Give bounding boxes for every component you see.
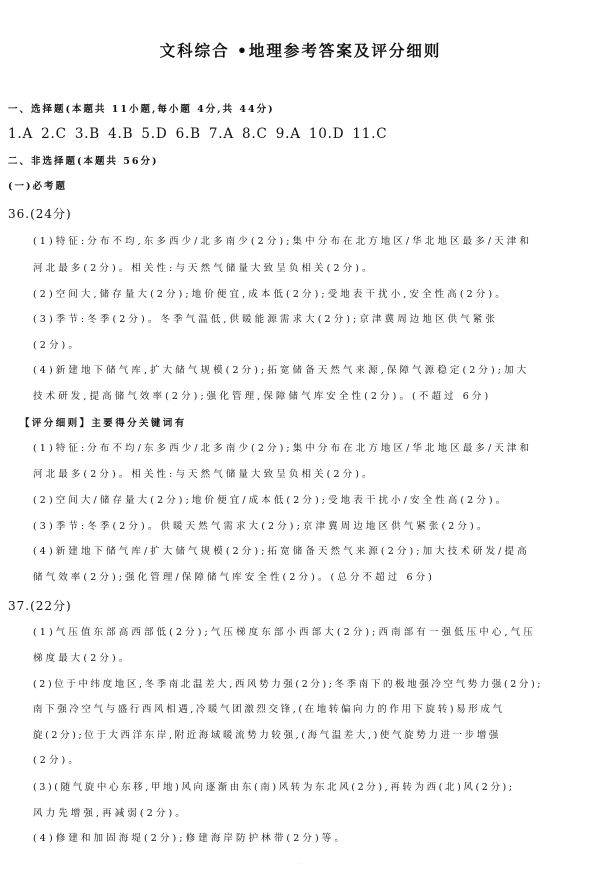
rubric-line: 储气效率(2分);强化管理/保障储气库安全性(2分)。(总分不超过 6分) bbox=[33, 572, 435, 583]
part2-heading: 二、非选择题(本题共 56分) bbox=[8, 156, 159, 167]
q37-answer-line: (2分)。 bbox=[33, 755, 81, 766]
rubric-line: (4)新建地下储气库/扩大储气规模(2分);拓宽储备天然气来源(2分);加大技术研发/提高 bbox=[33, 546, 530, 557]
question-37-header: 37.(22分) bbox=[8, 599, 72, 613]
q36-answer-line: (1)特征:分布不均,东多西少/北多南少(2分);集中分布在北方地区/华北地区最多/天津和 bbox=[33, 236, 532, 247]
q37-answer-line: 风力先增强,再减弱(2分)。 bbox=[33, 808, 188, 819]
q37-answer-line: 南下强冷空气与盛行西风相遇,冷暖气团激烈交锋,(在地转偏向力的作用下旋转)易形成气 bbox=[33, 704, 505, 715]
q36-answer-line: (3)季节:冬季(2分)。冬季气温低,供暖能源需求大(2分);京津冀周边地区供气紧张 bbox=[33, 314, 498, 325]
q37-answer-line: 旋(2分);位于大西洋东岸,附近海域暖流势力较强,(海气温差大,)使气旋势力进一步增强 bbox=[33, 730, 501, 741]
rubric-line: (1)特征:分布不均/东多西少/北多南少(2分);集中分布在北方地区/华北地区最多/天津和 bbox=[33, 443, 533, 454]
required-questions-heading: (一)必考题 bbox=[8, 181, 67, 192]
multiple-choice-answers: 1.A 2.C 3.B 4.B 5.D 6.B 7.A 8.C 9.A 10.D 11.C bbox=[8, 126, 388, 142]
q37-answer-line: (2)位于中纬度地区,冬季南北温差大,西风势力强(2分);冬季南下的极地强冷空气势力强(2分); bbox=[33, 679, 544, 690]
q36-answer-line: (2)空间大,储存量大(2分);地价便宜,成本低(2分);受地表干扰小,安全性高(2分)。 bbox=[33, 289, 508, 300]
q36-answer-line: (4)新建地下储气库,扩大储气规模(2分);拓宽储备天然气来源,保障气源稳定(2分);加大 bbox=[33, 365, 530, 376]
q37-answer-line: (4)修建和加固海堤(2分);修建海岸防护林带(2分)等。 bbox=[33, 833, 347, 844]
rubric-heading: 【评分细则】主要得分关键词有 bbox=[20, 418, 187, 429]
q36-answer-line: 河北最多(2分)。相关性:与天然气储量大致呈负相关(2分)。 bbox=[33, 263, 375, 274]
q36-answer-line: 技术研发,提高储气效率(2分);强化管理,保障储气库安全性(2分)。(不超过 6分) bbox=[33, 391, 492, 402]
rubric-line: 河北最多(2分)。相关性:与天然气储量大致呈负相关(2分)。 bbox=[33, 469, 375, 480]
q37-answer-line: (1)气压值东部高西部低(2分);气压梯度东部小西部大(2分);西南部有一强低压中心,气压 bbox=[33, 627, 536, 638]
part1-heading: 一、选择题(本题共 11小题,每小题 4分,共 44分) bbox=[8, 104, 275, 115]
page-footer bbox=[0, 856, 601, 870]
rubric-line: (2)空间大/储存量大(2分);地价便宜/成本低(2分);受地表干扰小/安全性高(2分)。 bbox=[33, 495, 509, 506]
q36-answer-line: (2分)。 bbox=[33, 340, 81, 351]
q37-answer-line: 梯度最大(2分)。 bbox=[33, 653, 132, 664]
page-title: 文科综合 •地理参考答案及评分细则 bbox=[159, 41, 442, 60]
question-36-header: 36.(24分) bbox=[8, 207, 72, 221]
q37-answer-line: (3)(随气旋中心东移,甲地)风向逐渐由东(南)风转为东北风(2分),再转为西(北)风(2分); bbox=[33, 782, 515, 793]
rubric-line: (3)季节:冬季(2分)。供暖天然气需求大(2分);京津冀周边地区供气紧张(2分)。 bbox=[33, 521, 490, 532]
